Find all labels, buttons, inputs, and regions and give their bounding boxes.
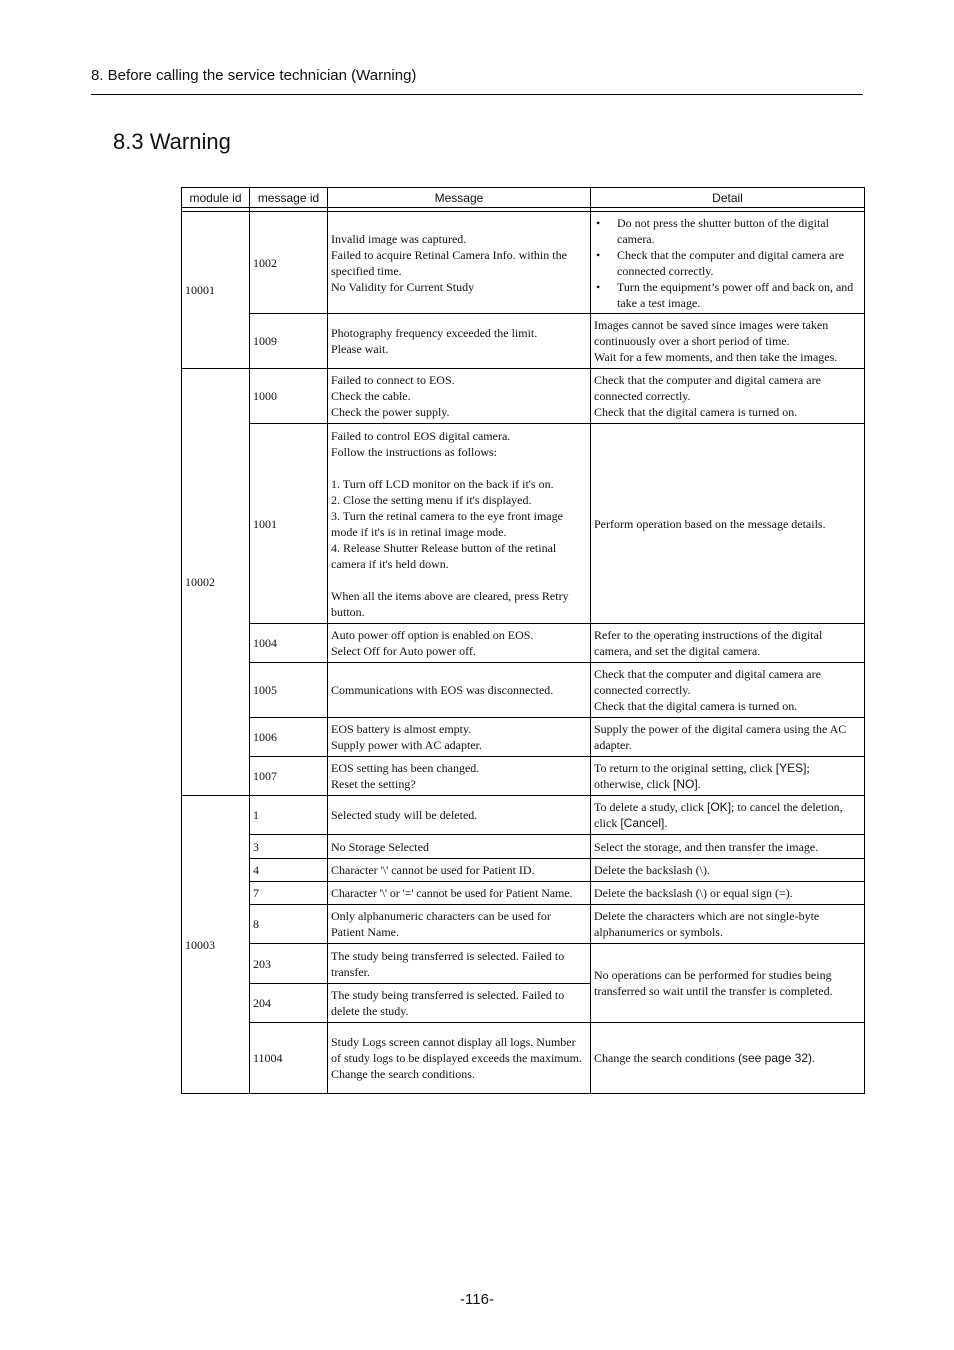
message-id-cell: 7 [250, 882, 328, 905]
message-cell: Character '\' cannot be used for Patient ID. [328, 859, 591, 882]
module-id-cell: 10003 [182, 796, 250, 1094]
detail-cell [591, 757, 865, 796]
detail-cell: Images cannot be saved since images were taken continuously over a short period of time. Wait for a few moments, and then take the images. [591, 314, 865, 369]
message-id-cell: 204 [250, 984, 328, 1023]
message-id-cell: 4 [250, 859, 328, 882]
message-id-cell: 1004 [250, 624, 328, 663]
detail-bullet: • Check that the computer and digital camera are connected correctly. [594, 247, 861, 279]
message-cell: Failed to control EOS digital camera. Follow the instructions as follows: 1. Turn off LCD monitor on the back if it's on. 2. Close the setting menu if it's displayed. 3. Turn the retinal camera to the eye front image mode if it's is in retinal image mode. 4. Release Shutter Release button of the retinal camera if it's held down. When all the items above are cleared, press Retry button. [328, 424, 591, 624]
table-header-row [182, 188, 865, 208]
table-row [182, 882, 865, 905]
message-cell: Only alphanumeric characters can be used for Patient Name. [328, 905, 591, 944]
message-cell: Auto power off option is enabled on EOS. Select Off for Auto power off. [328, 624, 591, 663]
column-header-message: Message [328, 188, 591, 208]
section-title: 8.3 Warning [113, 129, 231, 154]
module-id-cell: 10002 [182, 369, 250, 796]
message-id-cell: 1009 [250, 314, 328, 369]
page-reference: (see page 32) [737, 1051, 813, 1065]
detail-cell: Perform operation based on the message details. [591, 424, 865, 624]
table-row [182, 314, 865, 369]
message-id-cell: 8 [250, 905, 328, 944]
detail-text: To return to the original setting, click [594, 761, 776, 775]
detail-bullet: • Do not press the shutter button of the digital camera. [594, 215, 861, 247]
message-id-cell: 1001 [250, 424, 328, 624]
table-row [182, 905, 865, 944]
column-header-message-id: message id [250, 188, 328, 208]
message-cell: Failed to connect to EOS. Check the cable. Check the power supply. [328, 369, 591, 424]
no-button-reference: [NO] [672, 777, 698, 791]
cancel-button-reference: [Cancel] [620, 816, 665, 830]
message-id-cell: 11004 [250, 1023, 328, 1094]
message-cell: EOS battery is almost empty. Supply power with AC adapter. [328, 718, 591, 757]
message-cell: Photography frequency exceeded the limit. Please wait. [328, 314, 591, 369]
column-header-module-id: module id [182, 188, 250, 208]
table-row [182, 796, 865, 835]
detail-bullet-list [594, 215, 861, 311]
detail-cell: Delete the backslash (\). [591, 859, 865, 882]
message-cell: The study being transferred is selected. Failed to transfer. [328, 944, 591, 984]
table-row [182, 424, 865, 624]
detail-text: . [697, 777, 701, 791]
column-header-detail: Detail [591, 188, 865, 208]
message-id-cell: 1 [250, 796, 328, 835]
detail-cell [591, 796, 865, 835]
table-row [182, 859, 865, 882]
message-id-cell: 1002 [250, 212, 328, 314]
detail-cell: Select the storage, and then transfer the image. [591, 835, 865, 859]
detail-cell [591, 212, 865, 314]
message-id-cell: 1007 [250, 757, 328, 796]
table-row [182, 718, 865, 757]
yes-button-reference: [YES] [775, 761, 807, 775]
detail-cell: Supply the power of the digital camera using the AC adapter. [591, 718, 865, 757]
warning-table [181, 187, 865, 1094]
detail-cell: Delete the backslash (\) or equal sign (=). [591, 882, 865, 905]
message-cell: Study Logs screen cannot display all logs. Number of study logs to be displayed exceeds the maximum. Change the search conditions. [328, 1023, 591, 1094]
detail-text: . [812, 1051, 816, 1065]
table-row [182, 663, 865, 718]
table-row [182, 944, 865, 984]
detail-cell: Refer to the operating instructions of the digital camera, and set the digital camera. [591, 624, 865, 663]
detail-text: To delete a study, click [594, 800, 708, 814]
detail-cell: No operations can be performed for studies being transferred so wait until the transfer is completed. [591, 944, 865, 1023]
table-row [182, 1023, 865, 1094]
message-cell: No Storage Selected [328, 835, 591, 859]
ok-button-reference: [OK] [707, 800, 732, 814]
running-header: 8. Before calling the service technician (Warning) [91, 67, 863, 95]
message-cell: EOS setting has been changed. Reset the setting? [328, 757, 591, 796]
message-cell: Character '\' or '=' cannot be used for Patient Name. [328, 882, 591, 905]
message-id-cell: 3 [250, 835, 328, 859]
message-cell: The study being transferred is selected. Failed to delete the study. [328, 984, 591, 1023]
detail-text: ; to cancel the deletion, click [594, 800, 843, 830]
table-row [182, 835, 865, 859]
message-cell: Communications with EOS was disconnected. [328, 663, 591, 718]
detail-text: ; otherwise, click [594, 761, 810, 791]
message-cell: Invalid image was captured. Failed to acquire Retinal Camera Info. within the specified time. No Validity for Current Study [328, 212, 591, 314]
message-id-cell: 203 [250, 944, 328, 984]
message-id-cell: 1005 [250, 663, 328, 718]
table-row [182, 369, 865, 424]
detail-bullet: • Turn the equipment’s power off and back on, and take a test image. [594, 279, 861, 311]
page-number: -116- [460, 1291, 494, 1308]
detail-cell: Delete the characters which are not single-byte alphanumerics or symbols. [591, 905, 865, 944]
table-row [182, 212, 865, 314]
table-row [182, 624, 865, 663]
message-cell: Selected study will be deleted. [328, 796, 591, 835]
detail-cell: Check that the computer and digital camera are connected correctly. Check that the digital camera is turned on. [591, 369, 865, 424]
detail-cell: Check that the computer and digital camera are connected correctly. Check that the digital camera is turned on. [591, 663, 865, 718]
message-id-cell: 1006 [250, 718, 328, 757]
detail-text: Change the search conditions [594, 1051, 738, 1065]
table-row [182, 757, 865, 796]
detail-text: . [664, 816, 668, 830]
detail-cell [591, 1023, 865, 1094]
module-id-cell: 10001 [182, 212, 250, 369]
message-id-cell: 1000 [250, 369, 328, 424]
